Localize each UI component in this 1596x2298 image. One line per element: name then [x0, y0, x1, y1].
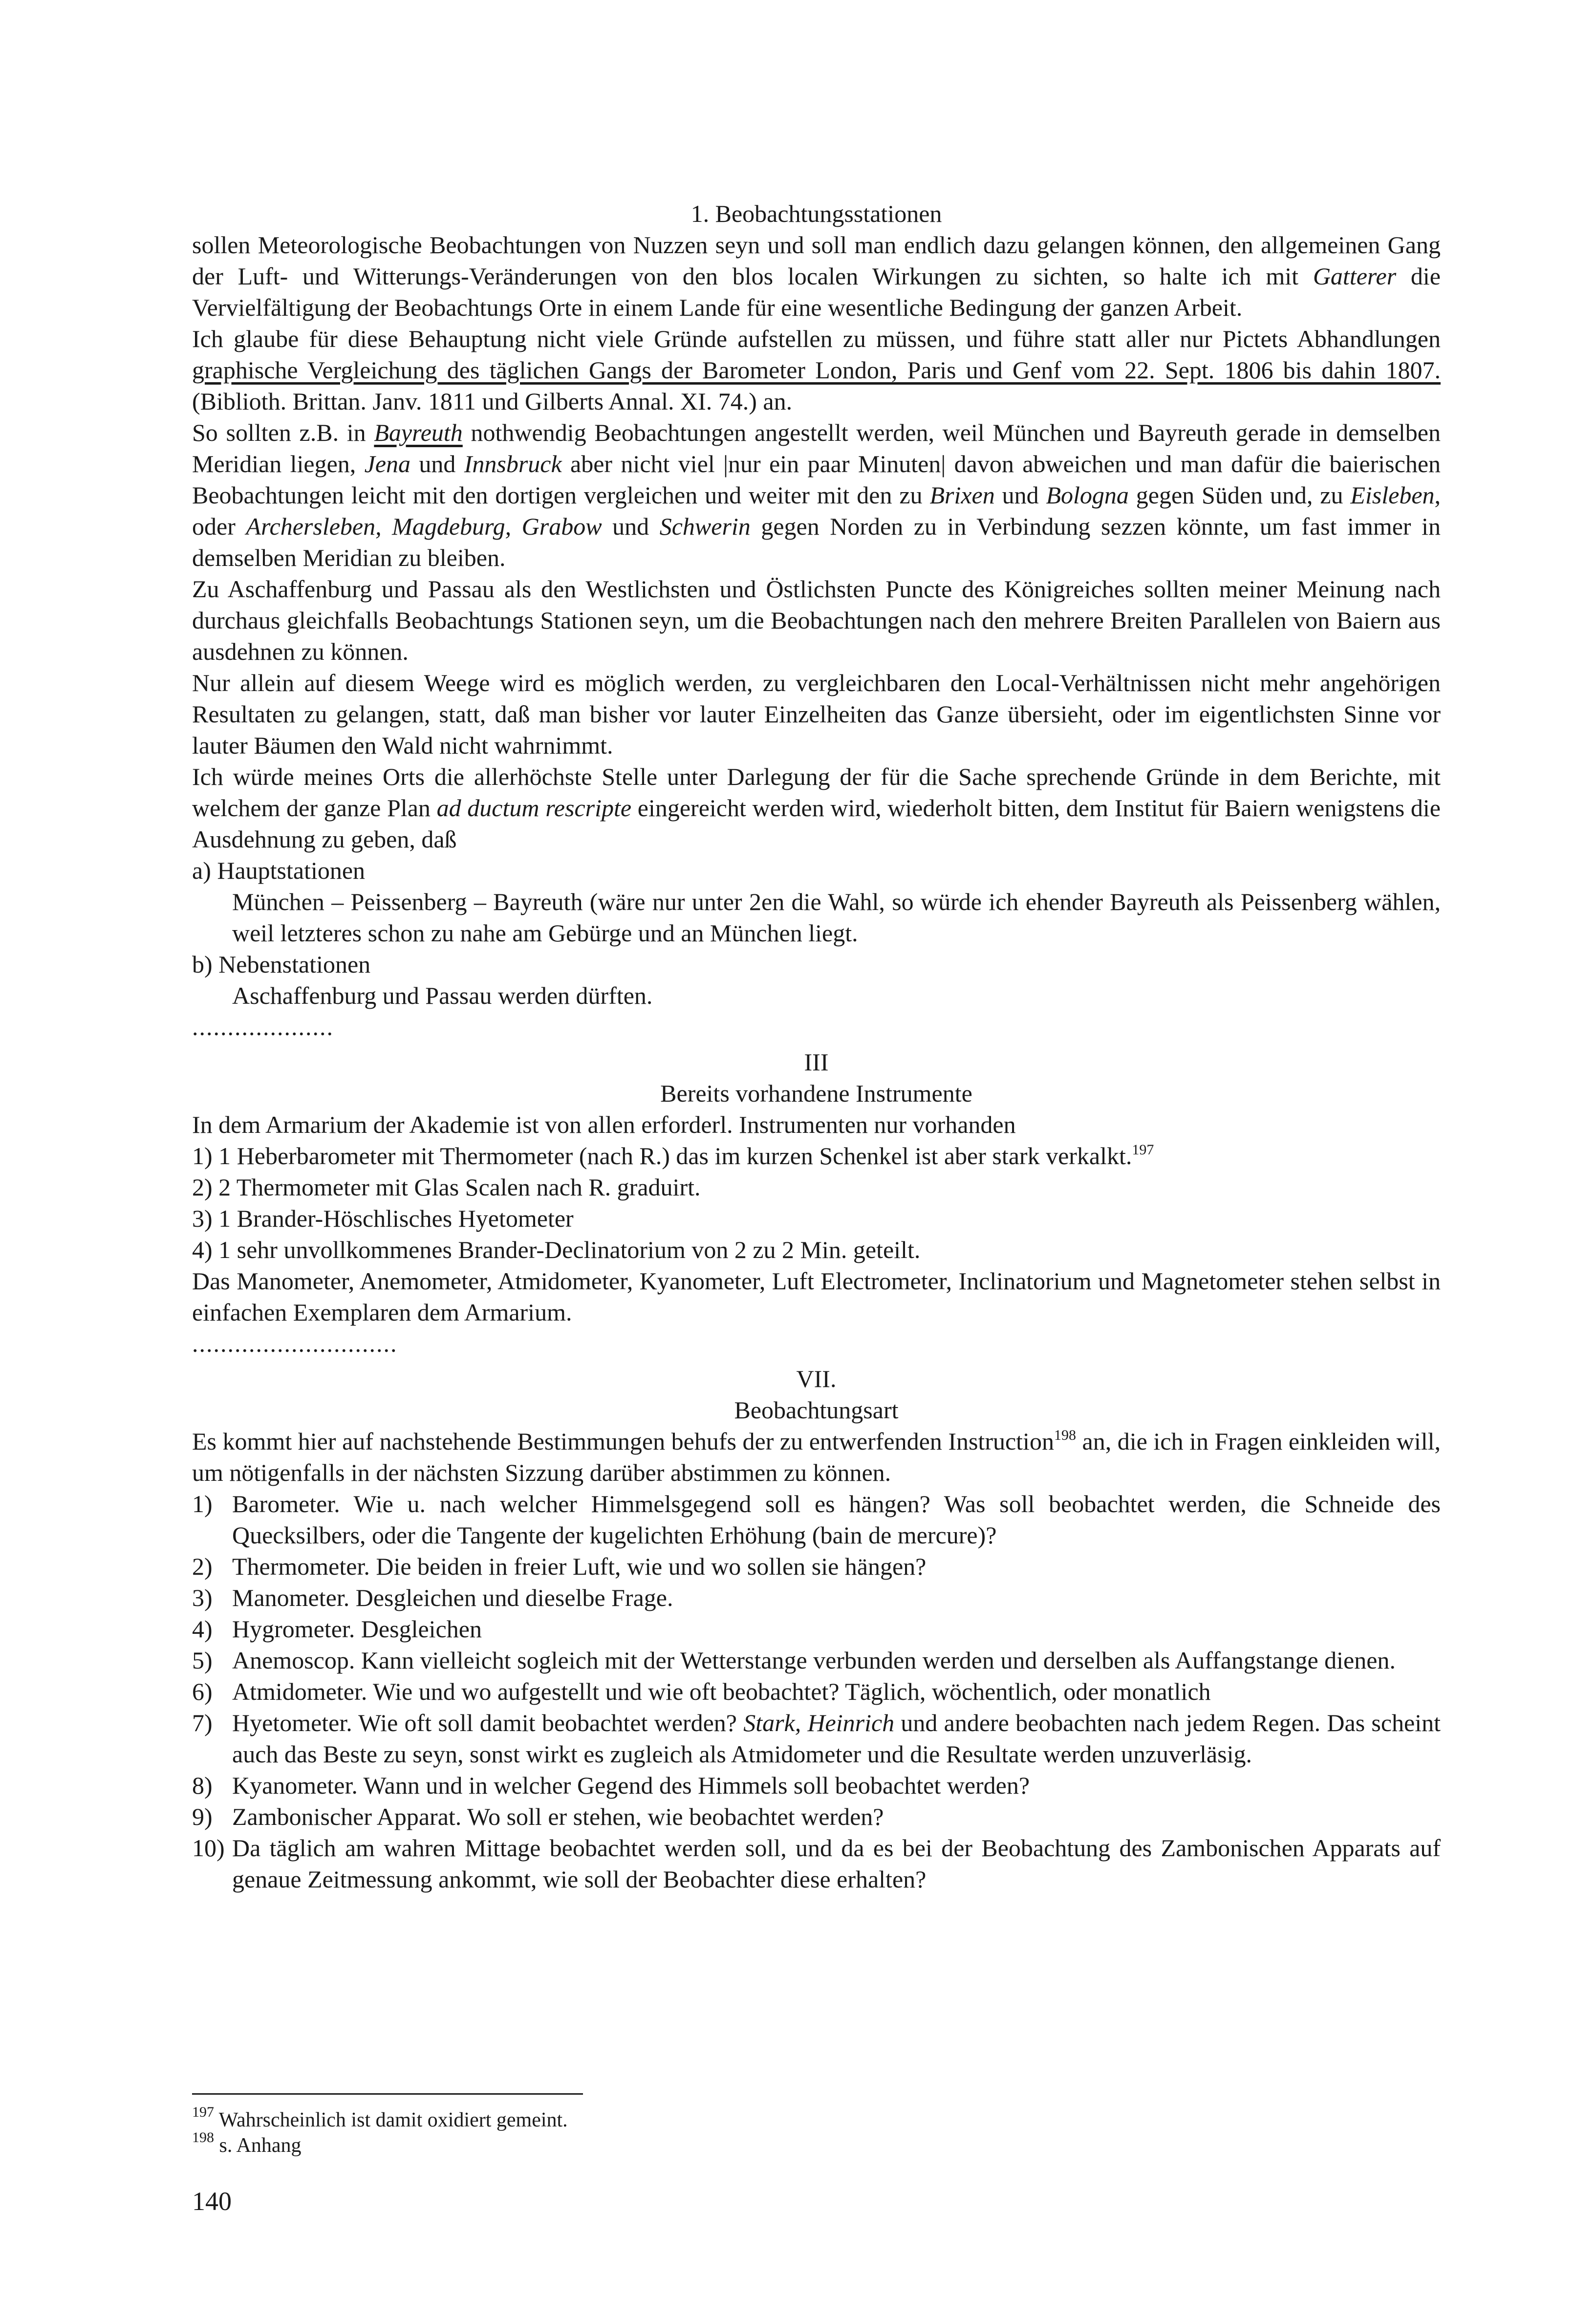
- section7-numeral: VII.: [796, 1365, 837, 1392]
- list-text-a: München – Peissenberg – Bayreuth (wäre nur unter 2en die Wahl, so würde ich ehender Bayreuth als Peissenberg wählen, weil letzteres schon zu nahe am Gebürge und an München liegt.: [232, 888, 1441, 947]
- paragraph: Nur allein auf diesem Weege wird es möglich werden, zu vergleichbaren den Local-Verhältnissen nicht mehr angehörigen Resultaten zu gelangen, statt, daß man bisher vor lauter Einzelheiten das Ganze übersieht, oder im eigentlichsten Sinne vor lauter Bäumen den Wald nicht wahrnimmt.: [192, 669, 1441, 759]
- page-body: [192, 198, 1441, 1895]
- list-item: 1) Barometer. Wie u. nach welcher Himmelsgegend soll es hängen? Was soll beobachtet werden, die Schneide des Quecksilbers, oder die Tangente der kugelichten Erhöhung (bain de mercure)?: [192, 1490, 1441, 1549]
- page-number: 140: [192, 2187, 232, 2216]
- section3-heading: Bereits vorhandene Instrumente: [660, 1080, 972, 1107]
- list-item: 2) 2 Thermometer mit Glas Scalen nach R. graduirt.: [192, 1173, 701, 1201]
- footnote-ref: 198: [1054, 1427, 1076, 1443]
- list-item: 1) 1 Heberbarometer mit Thermometer (nach R.) das im kurzen Schenkel ist aber stark verkalkt.$^{197}$: [192, 1142, 1154, 1170]
- paragraph: Es kommt hier auf nachstehende Bestimmungen behufs der zu entwerfenden Instruction$^{198}$ an, die ich in Fragen einkleiden will, um nötigenfalls in der nächsten Sizzung darüber abstimmen zu können.: [192, 1427, 1441, 1486]
- footnote: $^{198}$ s. Anhang: [192, 2129, 302, 2157]
- ellipsis: ....................: [192, 1013, 334, 1041]
- list-item: 3) 1 Brander-Höschlisches Hyetometer: [192, 1205, 574, 1232]
- list-item: 6) Atmidometer. Wie und wo aufgestellt und wie oft beobachtet? Täglich, wöchentlich, oder monatlich: [192, 1678, 1211, 1705]
- list-item: 5) Anemoscop. Kann vielleicht sogleich mit der Wetterstange verbunden werden und derselben als Auffangstange dienen.: [192, 1647, 1396, 1674]
- footnote-ref: 197: [1132, 1142, 1154, 1158]
- list-text-b: Aschaffenburg und Passau werden dürften.: [232, 982, 653, 1009]
- footnote-rule: [192, 2093, 583, 2095]
- paragraph: In dem Armarium der Akademie ist von allen erforderl. Instrumenten nur vorhanden: [192, 1111, 1016, 1138]
- section7-heading: Beobachtungsart: [734, 1396, 899, 1424]
- paragraph: Zu Aschaffenburg und Passau als den Westlichsten und Östlichsten Puncte des Königreiches sollten meiner Meinung nach durchaus gleichfalls Beobachtungs Stationen seyn, um die Beobachtungen nach den mehrere Breiten Parallelen von Baiern aus ausdehnen zu können.: [192, 575, 1441, 665]
- list-item: 2) Thermometer. Die beiden in freier Luft, wie und wo sollen sie hängen?: [192, 1553, 927, 1580]
- list-item: 10) Da täglich am wahren Mittage beobachtet werden soll, und da es bei der Beobachtung des Zambonischen Apparats auf genaue Zeitmessung ankommt, wie soll der Beobachter diese erhalten?: [192, 1834, 1441, 1893]
- paragraph: So sollten z.B. in Bayreuth nothwendig Beobachtungen angestellt werden, weil München und Bayreuth gerade in demselben Meridian liegen, Jena und Innsbruck aber nicht viel |nur ein paar Minuten| davon abweichen und man dafür die baierischen Beobachtungen leicht mit den dortigen vergleichen und weiter mit den zu Brixen und Bologna gegen Süden und, zu Eisleben, oder Archersleben, Magdeburg, Grabow und Schwerin gegen Norden zu in Verbindung sezzen könnte, um fast immer in demselben Meridian zu bleiben.: [192, 419, 1441, 571]
- section3-numeral: III: [804, 1048, 829, 1076]
- footnotes: [192, 2093, 1169, 2158]
- list-item: 9) Zambonischer Apparat. Wo soll er stehen, wie beobachtet werden?: [192, 1803, 884, 1830]
- paragraph: Ich würde meines Orts die allerhöchste Stelle unter Darlegung der für die Sache sprechende Gründe in dem Berichte, mit welchem der ganze Plan ad ductum rescripte eingereicht werden wird, wiederholt bitten, dem Institut für Baiern wenigstens die Ausdehnung zu geben, daß: [192, 763, 1441, 853]
- list-item: 8) Kyanometer. Wann und in welcher Gegend des Himmels soll beobachtet werden?: [192, 1772, 1030, 1799]
- list-item: 7) Hyetometer. Wie oft soll damit beobachtet werden? Stark, Heinrich und andere beobachten nach jedem Regen. Das scheint auch das Beste zu seyn, sonst wirkt es zugleich als Atmidometer und die Resultate werden unzuverläsig.: [192, 1709, 1441, 1768]
- section1-heading: 1. Beobachtungsstationen: [690, 200, 942, 227]
- footnote: $^{197}$ Wahrscheinlich ist damit oxidiert gemeint.: [192, 2104, 568, 2131]
- ellipsis: .............................: [192, 1330, 398, 1357]
- paragraph: sollen Meteorologische Beobachtungen von Nuzzen seyn und soll man endlich dazu gelangen können, den allgemeinen Gang der Luft- und Witterungs-Veränderungen von den blos localen Wirkungen zu sichten, so halte ich mit Gatterer die Vervielfältigung der Beobachtungs Orte in einem Lande für eine wesentliche Bedingung der ganzen Arbeit.: [192, 231, 1441, 321]
- list-label-a: a) Hauptstationen: [192, 857, 366, 884]
- paragraph: Ich glaube für diese Behauptung nicht viele Gründe aufstellen zu müssen, und führe statt aller nur Pictets Abhandlungen graphische Vergleichung des täglichen Gangs der Barometer London, Paris und Genf vom 22. Sept. 1806 bis dahin 1807. (Biblioth. Brittan. Janv. 1811 und Gilberts Annal. XI. 74.) an.: [192, 325, 1441, 415]
- list-item: 3) Manometer. Desgleichen und dieselbe Frage.: [192, 1584, 673, 1611]
- underlined-reference: graphische Vergleichung des täglichen Gangs der Barometer London, Paris und Genf vom 22. Sept. 1806 bis dahin 1807.: [192, 356, 1441, 384]
- list-item: 4) Hygrometer. Desgleichen: [192, 1615, 482, 1643]
- list-item: 4) 1 sehr unvollkommenes Brander-Declinatorium von 2 zu 2 Min. geteilt.: [192, 1236, 921, 1263]
- list-label-b: b) Nebenstationen: [192, 951, 371, 978]
- paragraph: Das Manometer, Anemometer, Atmidometer, Kyanometer, Luft Electrometer, Inclinatorium und Magnetometer stehen selbst in einfachen Exemplaren dem Armarium.: [192, 1267, 1441, 1326]
